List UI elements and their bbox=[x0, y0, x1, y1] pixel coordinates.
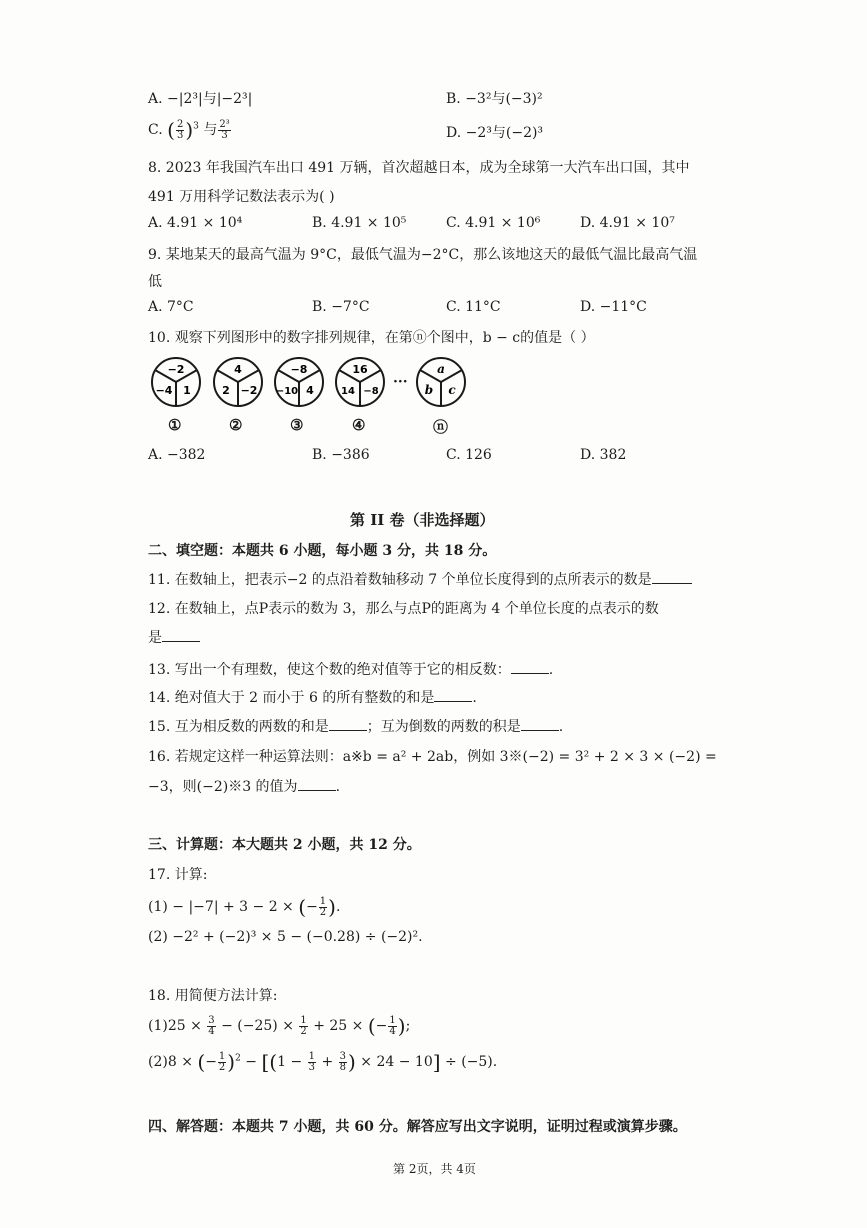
q10-figure-3-label: ③ bbox=[290, 416, 304, 434]
q12-answer-blank[interactable] bbox=[162, 629, 200, 642]
q11 bbox=[148, 569, 692, 589]
q10-figure-4 bbox=[334, 356, 386, 408]
exponent-2: 2 bbox=[235, 1053, 241, 1064]
figure-3-right: 4 bbox=[306, 384, 314, 397]
q16-period: . bbox=[335, 779, 341, 795]
part2-title: 第 II 卷（非选择题） bbox=[350, 511, 495, 529]
fraction-1-2: $\frac{1}{2}$ bbox=[218, 1050, 226, 1073]
q10-figure-n-label: ⓝ bbox=[433, 418, 449, 436]
q10-figure-2 bbox=[212, 356, 264, 408]
q10-option-d: D. 382 bbox=[580, 447, 627, 463]
q18-part2-c: ÷ (−5). bbox=[440, 1054, 498, 1070]
exponent-3: 3 bbox=[193, 121, 199, 132]
paren-close: ) bbox=[348, 1050, 356, 1074]
q14 bbox=[148, 687, 477, 707]
q15-answer-blank-1[interactable] bbox=[329, 718, 367, 731]
q14-answer-blank[interactable] bbox=[434, 689, 472, 702]
q18-part2-b: × 24 − 10 bbox=[355, 1054, 433, 1070]
q10-figure-1-label: ① bbox=[168, 416, 182, 434]
figure-4-right: −8 bbox=[363, 386, 379, 397]
figure-4-left: 14 bbox=[341, 386, 355, 397]
q10-figure-4-label: ④ bbox=[352, 416, 366, 434]
paren-close: ) bbox=[397, 1014, 406, 1038]
q12-text: 是 bbox=[148, 630, 162, 646]
figure-3-left: −10 bbox=[275, 386, 299, 397]
q7-option-c-prefix: C. bbox=[148, 122, 163, 138]
q11-answer-blank[interactable] bbox=[652, 571, 692, 584]
q10-stem: 10. 观察下列图形中的数字排列规律，在第ⓝ个图中，b − c的值是（ ） bbox=[148, 330, 595, 346]
q10-figure-2-label: ② bbox=[229, 416, 243, 434]
q7-option-c-with: 与 bbox=[203, 122, 218, 138]
q17-stem: 17. 计算: bbox=[148, 867, 208, 883]
section2-title: 二、填空题：本题共 6 小题，每小题 3 分，共 18 分。 bbox=[148, 543, 497, 559]
q8-option-c: C. 4.91 × 10⁶ bbox=[446, 215, 541, 231]
q16-answer-blank[interactable] bbox=[298, 778, 336, 791]
section4-title: 四、解答题：本题共 7 小题，共 60 分。解答应写出文字说明，证明过程或演算步骤。 bbox=[148, 1119, 687, 1135]
q7-option-d: D. −2³与(−2)³ bbox=[446, 125, 544, 141]
figure-n-top: a bbox=[437, 362, 445, 376]
q18-part2-a: (2)8 × bbox=[148, 1054, 198, 1070]
q18-stem: 18. 用简便方法计算: bbox=[148, 988, 278, 1004]
fraction-3-4: $\frac{3}{4}$ bbox=[208, 1014, 215, 1037]
q15-period: . bbox=[558, 719, 564, 735]
q17-part1: (1) − |−7| + 3 − 2 × (− $\frac{1}{2}$ ). bbox=[148, 895, 341, 919]
fraction-1-2: $\frac{1}{2}$ bbox=[319, 895, 327, 918]
paren-open: ( bbox=[197, 1050, 206, 1074]
figure-1-top: −2 bbox=[167, 363, 185, 376]
fraction-2cubed-3: $\frac{\text{2³}}{3}$ bbox=[219, 118, 230, 141]
q8-option-a: A. 4.91 × 10⁴ bbox=[148, 215, 243, 231]
q18-part2: (2)8 × (− $\frac{1}{2}$ )$^2$ − [(1 − $\frac{1}{3}$ + $\frac{3}{8}$ ) × 24 − 10] ÷ (−5). bbox=[148, 1050, 498, 1074]
figure-2-left: 2 bbox=[222, 384, 230, 397]
q13-answer-blank[interactable] bbox=[511, 661, 549, 674]
paren-close: ) bbox=[227, 1050, 236, 1074]
q16-line2 bbox=[148, 776, 340, 796]
section3-title: 三、计算题：本大题共 2 小题，共 12 分。 bbox=[148, 837, 421, 853]
q10-option-c: C. 126 bbox=[446, 447, 492, 463]
q7-option-c bbox=[148, 118, 232, 142]
q18-part1-a: (1)25 × bbox=[148, 1018, 207, 1034]
q12-line2 bbox=[148, 627, 200, 647]
q13-period: . bbox=[548, 662, 554, 678]
page-footer: 第 2页，共 4页 bbox=[393, 1162, 476, 1176]
q8-option-d: D. 4.91 × 10⁷ bbox=[580, 215, 675, 231]
q14-text: 14. 绝对值大于 2 而小于 6 的所有整数的和是 bbox=[148, 690, 435, 706]
paren-open: ( bbox=[167, 118, 175, 142]
q15-text-a: 15. 互为相反数的两数的和是 bbox=[148, 719, 329, 735]
q8-stem-line1: 8. 2023 年我国汽车出口 491 万辆，首次超越日本，成为全球第一大汽车出口国，其中 bbox=[148, 160, 690, 176]
q9-stem-line2: 低 bbox=[148, 274, 162, 290]
figure-2-top: 4 bbox=[234, 363, 242, 376]
paren-close: ) bbox=[185, 118, 194, 142]
q15-text-b: ；互为倒数的两数的积是 bbox=[366, 719, 521, 735]
q10-figure-1 bbox=[150, 356, 202, 408]
q8-option-b: B. 4.91 × 10⁵ bbox=[312, 215, 407, 231]
q10-ellipsis: ··· bbox=[393, 374, 408, 390]
q15-answer-blank-2[interactable] bbox=[521, 718, 559, 731]
q13 bbox=[148, 659, 553, 679]
q15 bbox=[148, 716, 563, 736]
q9-option-a: A. 7°C bbox=[148, 299, 194, 315]
fraction-1-3: $\frac{1}{3}$ bbox=[308, 1050, 316, 1073]
q9-option-b: B. −7°C bbox=[312, 299, 370, 315]
q10-figure-3 bbox=[273, 356, 325, 408]
q18-part1-c: + 25 × bbox=[308, 1018, 368, 1034]
figure-2-right: −2 bbox=[240, 384, 258, 397]
q12-line1: 12. 在数轴上，点P表示的数为 3，那么与点P的距离为 4 个单位长度的点表示的数 bbox=[148, 601, 659, 617]
q13-text: 13. 写出一个有理数，使这个数的绝对值等于它的相反数： bbox=[148, 662, 511, 678]
q18-part1-b: − (−25) × bbox=[216, 1018, 299, 1034]
figure-n-right: c bbox=[448, 383, 456, 397]
q18-part1: (1)25 × $\frac{3}{4}$ − (−25) × $\frac{1}{2}$ + 25 × (− $\frac{1}{4}$ ); bbox=[148, 1014, 411, 1038]
paren-open: ( bbox=[269, 1050, 278, 1074]
paren-open: ( bbox=[298, 895, 307, 919]
q9-stem-line1: 9. 某地某天的最高气温为 9°C，最低气温为−2°C，那么该地这天的最低气温比最高气温 bbox=[148, 247, 698, 263]
q14-period: . bbox=[472, 690, 477, 706]
figure-1-left: −4 bbox=[155, 384, 173, 397]
figure-3-top: −8 bbox=[290, 363, 308, 376]
q10-figure-n bbox=[415, 356, 467, 408]
fraction-1-4: $\frac{1}{4}$ bbox=[389, 1014, 396, 1037]
q7-option-a: A. −|2³|与|−2³| bbox=[148, 91, 253, 107]
q16-line1: 16. 若规定这样一种运算法则：a※b = a² + 2ab，例如 3※(−2) = 3² + 2 × 3 × (−2) = bbox=[148, 749, 717, 765]
bracket-open: [ bbox=[261, 1050, 270, 1074]
figure-n-left: b bbox=[424, 383, 434, 397]
q17-part2: (2) −2² + (−2)³ × 5 − (−0.28) ÷ (−2)². bbox=[148, 929, 423, 945]
q9-option-d: D. −11°C bbox=[580, 299, 647, 315]
fraction-1-2: $\frac{1}{2}$ bbox=[300, 1014, 307, 1037]
q8-stem-line2: 491 万用科学记数法表示为( ) bbox=[148, 189, 335, 205]
figure-4-top: 16 bbox=[352, 363, 368, 376]
q10-option-b: B. −386 bbox=[312, 447, 370, 463]
q9-option-c: C. 11°C bbox=[446, 299, 501, 315]
fraction-2-3: $\frac{2}{3}$ bbox=[176, 118, 184, 141]
q7-option-b: B. −3²与(−3)² bbox=[446, 91, 543, 107]
bracket-close: ] bbox=[432, 1050, 441, 1074]
figure-1-right: 1 bbox=[183, 384, 191, 397]
q16-text: −3，则(−2)※3 的值为 bbox=[148, 779, 298, 795]
fraction-3-8: $\frac{3}{8}$ bbox=[339, 1050, 347, 1073]
q11-text: 11. 在数轴上，把表示−2 的点沿着数轴移动 7 个单位长度得到的点所表示的数是 bbox=[148, 572, 652, 588]
paren-open: ( bbox=[367, 1014, 376, 1038]
paren-close: ) bbox=[328, 895, 336, 919]
q17-part1-expr: (1) − |−7| + 3 − 2 × bbox=[148, 899, 299, 915]
q10-option-a: A. −382 bbox=[148, 447, 206, 463]
